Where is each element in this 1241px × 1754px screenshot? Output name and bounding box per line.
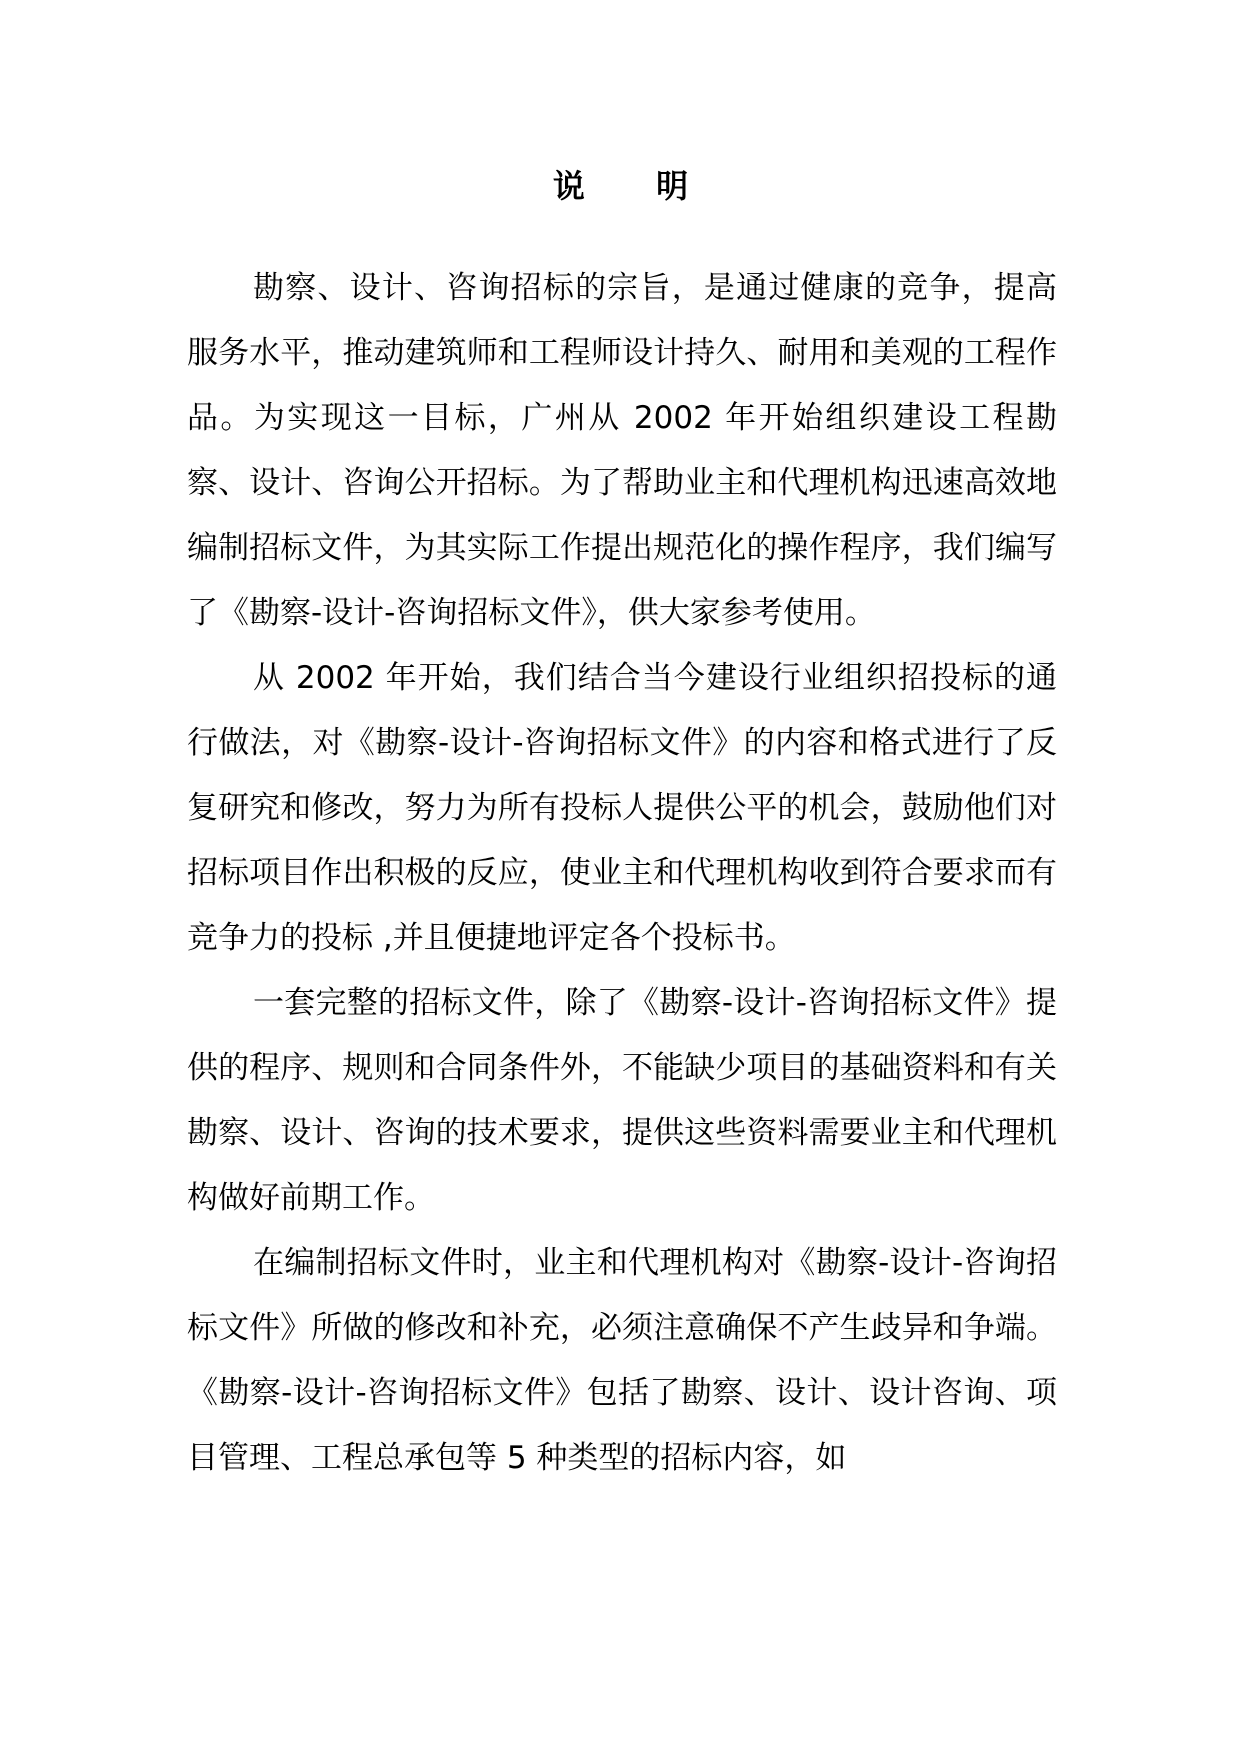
paragraph-2: 从 2002 年开始，我们结合当今建设行业组织招投标的通行做法，对《勘察-设计-咨询招标文件》的内容和格式进行了反复研究和修改，努力为所有投标人提供公平的机会，鼓励他们对招标项目作出积极的反应，使业主和代理机构收到符合要求而有竞争力的投标 ,并且便捷地评定各个投标书。 bbox=[187, 660, 1057, 956]
body-text bbox=[187, 256, 1057, 1491]
paragraph-3: 一套完整的招标文件，除了《勘察-设计-咨询招标文件》提供的程序、规则和合同条件外，不能缺少项目的基础资料和有关勘察、设计、咨询的技术要求，提供这些资料需要业主和代理机构做好前期工作。 bbox=[187, 985, 1057, 1216]
paragraph-4: 在编制招标文件时，业主和代理机构对《勘察-设计-咨询招标文件》所做的修改和补充，必须注意确保不产生歧异和争端。《勘察-设计-咨询招标文件》包括了勘察、设计、设计咨询、项目管理、工程总承包等 5 种类型的招标内容，如 bbox=[187, 1245, 1057, 1476]
paragraph-1: 勘察、设计、咨询招标的宗旨，是通过健康的竞争，提高服务水平，推动建筑师和工程师设计持久、耐用和美观的工程作品。为实现这一目标，广州从 2002 年开始组织建设工程勘察、设计、咨询公开招标。为了帮助业主和代理机构迅速高效地编制招标文件，为其实际工作提出规范化的操作程序，我们编写了《勘察-设计-咨询招标文件》，供大家参考使用。 bbox=[187, 270, 1057, 631]
page-title: 说 明 bbox=[552, 167, 719, 205]
